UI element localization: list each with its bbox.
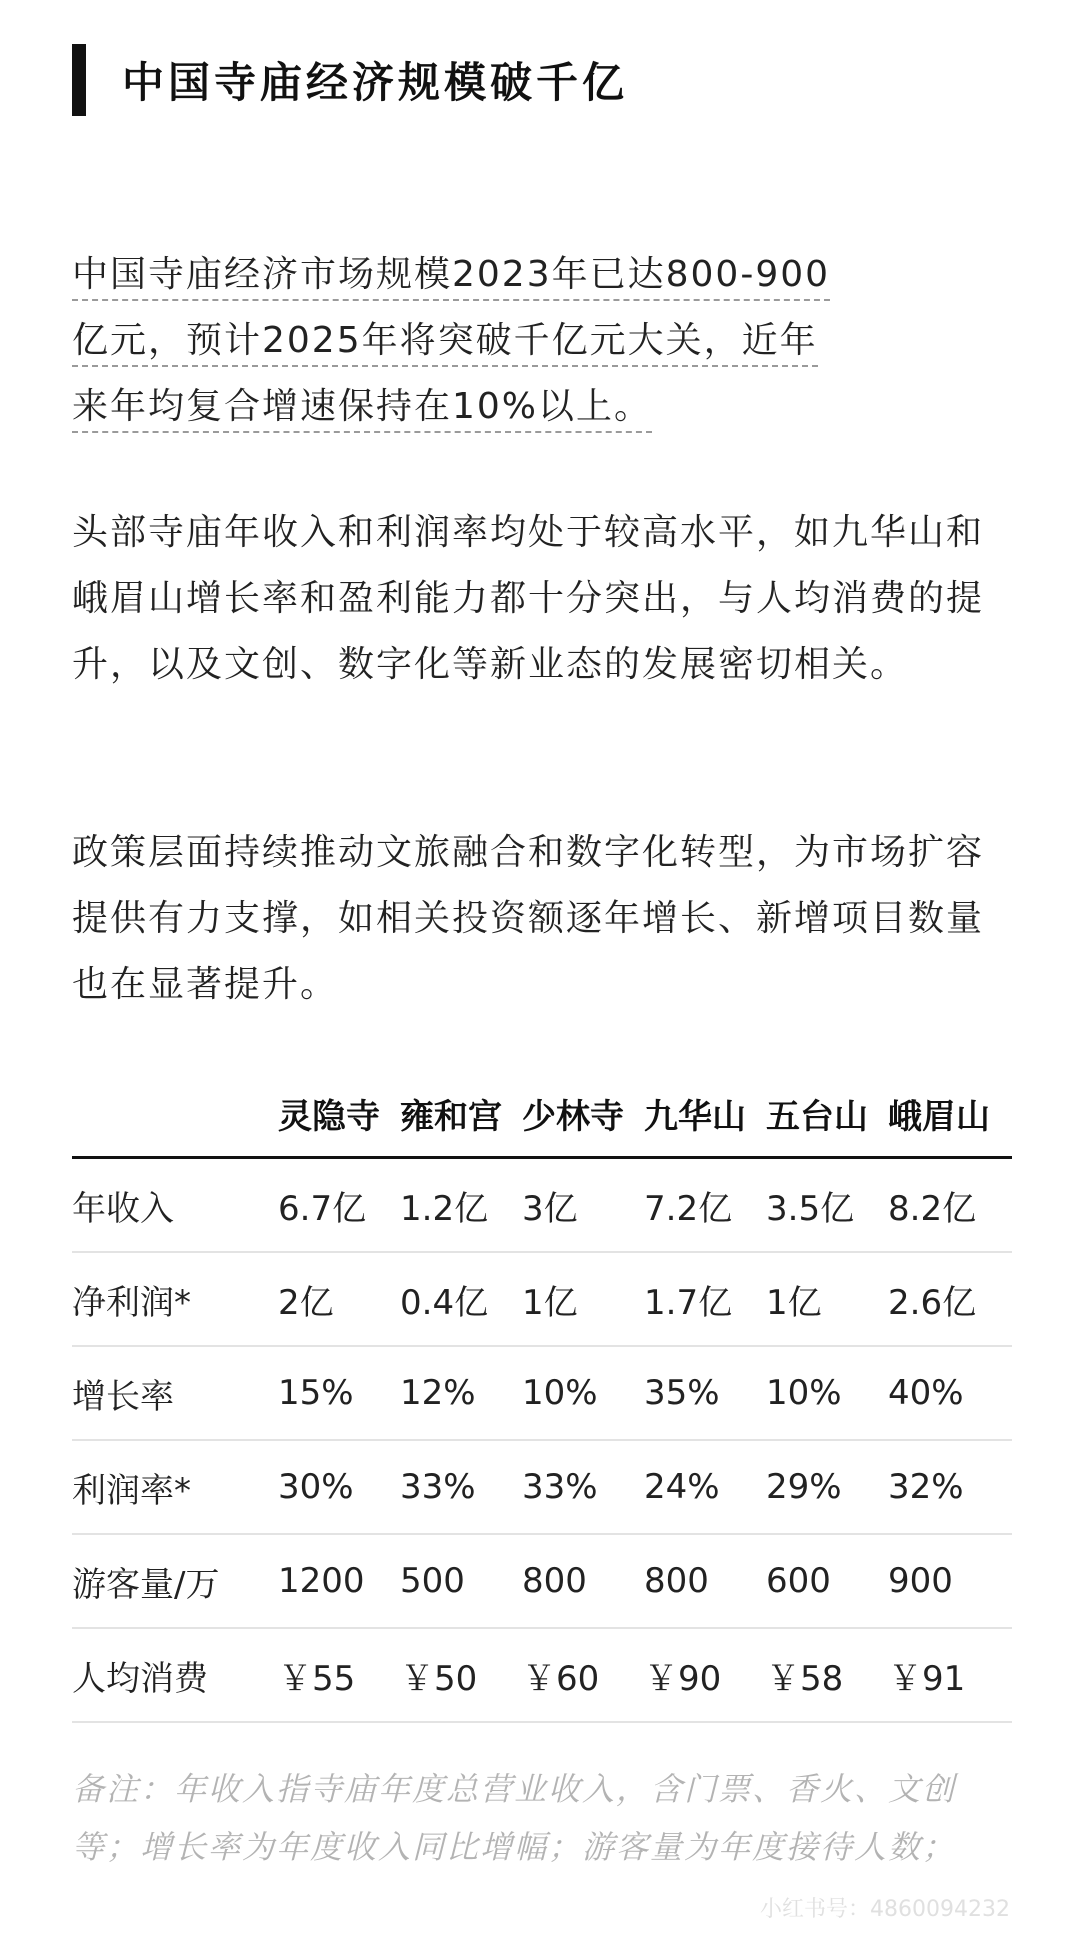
table-row — [72, 1441, 1012, 1535]
table-cell: ￥50 — [400, 1658, 478, 1699]
table-row — [72, 1535, 1012, 1629]
table-cell: 2.6亿 — [888, 1282, 977, 1323]
column-header: 灵隐寺 — [278, 1096, 380, 1137]
temple-stats-table — [72, 1070, 1012, 1723]
column-header: 雍和宫 — [400, 1096, 502, 1137]
table-header-row — [72, 1070, 1012, 1159]
table-cell: 15% — [278, 1373, 354, 1413]
table-cell: ￥91 — [888, 1658, 966, 1699]
table-cell: ￥58 — [766, 1658, 844, 1699]
paragraph-policy: 政策层面持续推动文旅融合和数字化转型，为市场扩容提供有力支撑，如相关投资额逐年增长、新增项目数量也在显著提升。 — [72, 832, 985, 1005]
row-label: 游客量/万 — [72, 1564, 220, 1605]
table-cell: 2亿 — [278, 1282, 334, 1323]
row-label: 增长率 — [72, 1376, 174, 1417]
table-cell: 10% — [522, 1373, 598, 1413]
table-row — [72, 1253, 1012, 1347]
row-label: 净利润* — [72, 1282, 191, 1323]
table-cell: 35% — [644, 1373, 720, 1413]
table-cell: 24% — [644, 1467, 720, 1507]
table-cell: 1.7亿 — [644, 1282, 733, 1323]
row-label: 年收入 — [72, 1188, 174, 1229]
table-cell: 1亿 — [766, 1282, 822, 1323]
table-cell: 3亿 — [522, 1188, 578, 1229]
table-cell: 10% — [766, 1373, 842, 1413]
paragraph-top-temples: 头部寺庙年收入和利润率均处于较高水平，如九华山和峨眉山增长率和盈利能力都十分突出，与人均消费的提升，以及文创、数字化等新业态的发展密切相关。 — [72, 512, 985, 685]
row-label: 人均消费 — [72, 1658, 208, 1699]
table-cell: 1.2亿 — [400, 1188, 489, 1229]
title-accent-bar — [72, 44, 86, 116]
table-cell: ￥55 — [278, 1658, 356, 1699]
table-cell: 600 — [766, 1561, 831, 1601]
table-cell: ￥90 — [644, 1658, 722, 1699]
column-header: 峨眉山 — [888, 1096, 990, 1137]
table-cell: 1200 — [278, 1561, 365, 1601]
page-title: 中国寺庙经济规模破千亿 — [122, 58, 629, 107]
highlighted-line: 中国寺庙经济市场规模2023年已达800-900 — [72, 254, 830, 301]
table-cell: 40% — [888, 1373, 964, 1413]
column-header: 少林寺 — [522, 1096, 624, 1137]
table-cell: 7.2亿 — [644, 1188, 733, 1229]
column-header: 五台山 — [766, 1096, 868, 1137]
paragraph-market-size — [72, 242, 1012, 440]
table-footnote: 备注：年收入指寺庙年度总营业收入，含门票、香火、文创等；增长率为年度收入同比增幅；游客量为年度接待人数； — [72, 1770, 957, 1866]
table-row — [72, 1159, 1012, 1253]
table-cell: 900 — [888, 1561, 953, 1601]
table-cell: 6.7亿 — [278, 1188, 367, 1229]
table-cell: 1亿 — [522, 1282, 578, 1323]
article-header — [72, 44, 628, 116]
table-cell: 32% — [888, 1467, 964, 1507]
table-cell: 8.2亿 — [888, 1188, 977, 1229]
table-cell: ￥60 — [522, 1658, 600, 1699]
watermark-text: 小红书号：4860094232 — [760, 1897, 1010, 1922]
table-row — [72, 1629, 1012, 1723]
highlighted-line: 亿元，预计2025年将突破千亿元大关，近年 — [72, 320, 818, 367]
table-cell: 800 — [644, 1561, 709, 1601]
column-header: 九华山 — [644, 1096, 746, 1137]
table-cell: 800 — [522, 1561, 587, 1601]
table-row — [72, 1347, 1012, 1441]
highlighted-line: 来年均复合增速保持在10%以上。 — [72, 386, 652, 433]
table-cell: 33% — [400, 1467, 476, 1507]
table-cell: 33% — [522, 1467, 598, 1507]
table-cell: 12% — [400, 1373, 476, 1413]
row-label: 利润率* — [72, 1470, 191, 1511]
table-cell: 30% — [278, 1467, 354, 1507]
table-cell: 500 — [400, 1561, 465, 1601]
table-cell: 29% — [766, 1467, 842, 1507]
table-cell: 0.4亿 — [400, 1282, 489, 1323]
table-cell: 3.5亿 — [766, 1188, 855, 1229]
